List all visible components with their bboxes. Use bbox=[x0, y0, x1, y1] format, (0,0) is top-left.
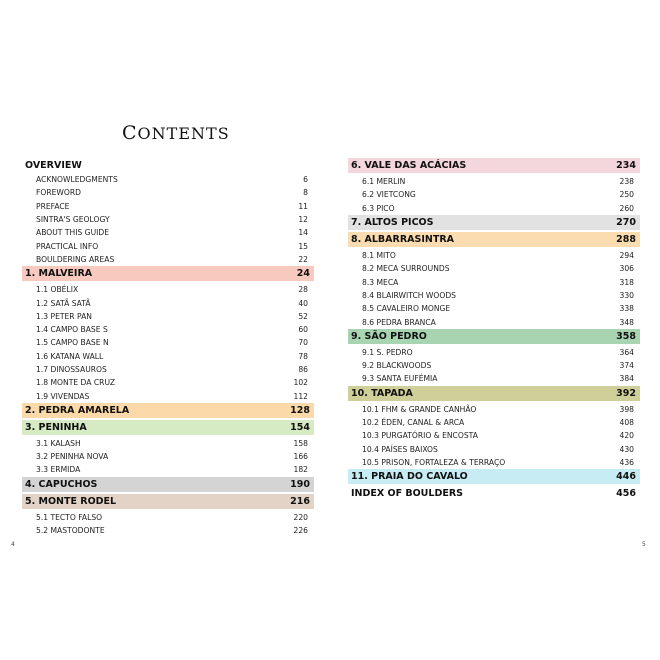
toc-entry-label: 8.4 BLAIRWITCH WOODS bbox=[362, 290, 457, 300]
toc-entry-label: 9.3 SANTA EUFÉMIA bbox=[362, 374, 438, 384]
toc-entry[interactable] bbox=[22, 173, 314, 186]
page-number: 4 bbox=[11, 541, 15, 548]
toc-section[interactable] bbox=[22, 266, 314, 281]
toc-entry-page-number: 238 bbox=[619, 177, 634, 187]
toc-entry[interactable] bbox=[348, 262, 640, 275]
toc-section-label: 6. VALE DAS ACÁCIAS bbox=[351, 160, 467, 171]
right-page bbox=[330, 0, 660, 660]
toc-entry[interactable] bbox=[22, 323, 314, 336]
toc-section[interactable] bbox=[22, 477, 314, 492]
toc-entry-label: 8.3 MECA bbox=[362, 277, 399, 287]
toc-entry-label: 8.5 CAVALEIRO MONGE bbox=[362, 304, 451, 314]
toc-section-label: 11. PRAIA DO CAVALO bbox=[351, 471, 468, 483]
toc-section-page-number: 128 bbox=[290, 404, 310, 416]
toc-entry-label: 5.1 TECTO FALSO bbox=[36, 512, 103, 522]
toc-entry[interactable] bbox=[22, 437, 314, 450]
toc-entry-page-number: 420 bbox=[619, 431, 634, 441]
toc-entry-page-number: 52 bbox=[298, 311, 308, 321]
toc-entry-label: BOULDERING AREAS bbox=[36, 254, 115, 264]
toc-entry-label: 1.8 MONTE DA CRUZ bbox=[36, 378, 116, 388]
toc-entry[interactable] bbox=[348, 315, 640, 328]
toc-section-label: 7. ALTOS PICOS bbox=[351, 216, 434, 228]
toc-entry[interactable] bbox=[22, 463, 314, 476]
toc-section-label: 5. MONTE RODEL bbox=[25, 495, 117, 507]
toc-entry[interactable] bbox=[22, 336, 314, 349]
toc-entry[interactable] bbox=[22, 226, 314, 239]
toc-entry[interactable] bbox=[348, 416, 640, 429]
toc-section-label: INDEX OF BOULDERS bbox=[351, 488, 463, 500]
toc-section[interactable] bbox=[22, 420, 314, 435]
toc-entry-label: 6.3 PICO bbox=[362, 203, 395, 213]
toc-entry-page-number: 15 bbox=[298, 241, 308, 251]
toc-section[interactable] bbox=[348, 158, 640, 173]
toc-entry-label: 10.1 FHM & GRANDE CANHÃO bbox=[362, 404, 477, 414]
toc-entry-label: 10.2 ÉDEN, CANAL & ARCA bbox=[362, 418, 465, 427]
toc-section-label: 1. MALVEIRA bbox=[25, 268, 93, 280]
toc-entry-page-number: 166 bbox=[293, 452, 308, 462]
toc-entry-label: 6.2 VIETCONG bbox=[362, 190, 416, 200]
toc-entry-label: 5.2 MASTODONTE bbox=[36, 526, 105, 536]
toc-entry-page-number: 6 bbox=[303, 175, 308, 185]
toc-entry-page-number: 330 bbox=[619, 290, 634, 300]
toc-section[interactable] bbox=[348, 469, 640, 484]
toc-entry-label: 10.5 PRISON, FORTALEZA & TERRAÇO bbox=[362, 457, 506, 467]
toc-entry-label: 9.2 BLACKWOODS bbox=[362, 361, 432, 371]
toc-section[interactable] bbox=[348, 232, 640, 247]
toc-entry-page-number: 60 bbox=[298, 325, 308, 335]
toc-entry-page-number: 250 bbox=[619, 190, 634, 200]
toc-section-label: OVERVIEW bbox=[25, 160, 82, 171]
toc-section[interactable] bbox=[348, 329, 640, 344]
toc-entry[interactable] bbox=[22, 350, 314, 363]
toc-entry-label: 3.2 PENINHA NOVA bbox=[36, 452, 109, 462]
toc-section-label: 3. PENINHA bbox=[25, 421, 87, 433]
toc-entry-label: 9.1 S. PEDRO bbox=[362, 347, 413, 357]
toc-entry[interactable] bbox=[22, 283, 314, 296]
toc-entry-label: 3.3 ERMIDA bbox=[36, 465, 81, 475]
toc-section-label: 8. ALBARRASINTRA bbox=[351, 233, 454, 245]
toc-entry-label: 8.2 MECA SURROUNDS bbox=[362, 264, 450, 274]
toc-entry-label: 1.6 KATANA WALL bbox=[36, 351, 104, 361]
toc-entry-page-number: 12 bbox=[298, 215, 308, 225]
toc-section-page-number: 358 bbox=[616, 330, 636, 342]
toc-entry-page-number: 70 bbox=[298, 338, 308, 348]
toc-entry-label: 1.3 PETER PAN bbox=[36, 311, 92, 321]
toc-entry-page-number: 8 bbox=[303, 188, 308, 198]
toc-entry-page-number: 430 bbox=[619, 444, 634, 454]
toc-entry-page-number: 78 bbox=[298, 351, 308, 361]
toc-entry[interactable] bbox=[22, 239, 314, 252]
toc-section-page-number: 190 bbox=[290, 478, 310, 490]
toc-entry-label: 8.6 PEDRA BRANCA bbox=[362, 317, 436, 327]
toc-entry[interactable] bbox=[348, 275, 640, 288]
toc-section[interactable] bbox=[22, 403, 314, 418]
toc-section-label: 2. PEDRA AMARELA bbox=[25, 404, 130, 416]
page-number: 5 bbox=[642, 541, 646, 548]
toc-entry-page-number: 398 bbox=[619, 404, 634, 414]
toc-entry-label: 10.3 PURGATÓRIO & ENCOSTA bbox=[362, 431, 478, 441]
toc-entry-page-number: 408 bbox=[619, 418, 634, 427]
toc-section-page-number: 288 bbox=[616, 233, 636, 245]
toc-entry[interactable] bbox=[22, 524, 314, 537]
toc-entry[interactable] bbox=[22, 296, 314, 309]
toc-entry-label: FOREWORD bbox=[36, 188, 82, 198]
toc-entry[interactable] bbox=[348, 346, 640, 359]
toc-entry-label: ACKNOWLEDGMENTS bbox=[36, 175, 118, 185]
toc-section-label: 4. CAPUCHOS bbox=[25, 478, 98, 490]
toc-entry[interactable] bbox=[22, 389, 314, 402]
toc-entry[interactable] bbox=[22, 376, 314, 389]
toc-section-label: 10. TAPADA bbox=[351, 387, 413, 399]
toc-entry-label: 10.4 PAÍSES BAIXOS bbox=[362, 444, 438, 454]
toc-entry-page-number: 318 bbox=[619, 277, 634, 287]
toc-entry[interactable] bbox=[348, 302, 640, 315]
toc-entry-page-number: 28 bbox=[298, 285, 308, 295]
toc-section-page-number: 234 bbox=[616, 160, 636, 171]
toc-entry[interactable] bbox=[22, 186, 314, 199]
toc-entry[interactable] bbox=[22, 310, 314, 323]
toc-entry-label: 1.5 CAMPO BASE N bbox=[36, 338, 109, 348]
toc-entry-page-number: 260 bbox=[619, 203, 634, 213]
page-title: CONTENTS bbox=[122, 122, 230, 144]
toc-entry-page-number: 364 bbox=[619, 347, 634, 357]
toc-entry[interactable] bbox=[22, 511, 314, 524]
toc-section-page-number: 154 bbox=[290, 421, 310, 433]
toc-entry-label: 1.7 DINOSSAUROS bbox=[36, 365, 107, 374]
toc-entry-label: 8.1 MITO bbox=[362, 251, 396, 261]
toc-section-label: 9. SÃO PEDRO bbox=[351, 330, 427, 342]
toc-entry-page-number: 220 bbox=[293, 512, 308, 522]
toc-entry-page-number: 11 bbox=[298, 201, 308, 211]
toc-entry-page-number: 338 bbox=[619, 304, 634, 314]
toc-entry[interactable] bbox=[348, 372, 640, 385]
toc-entry-page-number: 14 bbox=[298, 228, 308, 238]
toc-section-page-number: 446 bbox=[616, 471, 636, 483]
toc-entry-label: PRACTICAL INFO bbox=[36, 241, 99, 251]
toc-entry-page-number: 102 bbox=[293, 378, 308, 388]
toc-entry-label: PREFACE bbox=[36, 201, 70, 211]
toc-entry[interactable] bbox=[22, 363, 314, 376]
toc-entry[interactable] bbox=[348, 442, 640, 455]
toc-section-overview[interactable] bbox=[22, 158, 314, 173]
toc-section[interactable] bbox=[348, 386, 640, 401]
toc-entry-label: 1.2 SATÃ SATÃ bbox=[36, 298, 91, 308]
toc-section[interactable] bbox=[348, 215, 640, 230]
toc-entry-label: 3.1 KALASH bbox=[36, 438, 81, 448]
toc-left bbox=[22, 158, 314, 537]
toc-section-page-number: 392 bbox=[616, 387, 636, 399]
toc-entry[interactable] bbox=[348, 175, 640, 188]
toc-section[interactable] bbox=[348, 486, 640, 501]
toc-entry-page-number: 436 bbox=[619, 457, 634, 467]
toc-entry[interactable] bbox=[22, 213, 314, 226]
toc-entry-page-number: 294 bbox=[619, 251, 634, 261]
toc-entry-page-number: 384 bbox=[619, 374, 634, 384]
toc-entry-label: SINTRA'S GEOLOGY bbox=[36, 215, 110, 225]
toc-entry[interactable] bbox=[348, 249, 640, 262]
toc-entry-page-number: 22 bbox=[298, 254, 308, 264]
toc-entry-page-number: 306 bbox=[619, 264, 634, 274]
toc-entry[interactable] bbox=[22, 450, 314, 463]
toc-section[interactable] bbox=[22, 494, 314, 509]
toc-section-page-number: 270 bbox=[616, 216, 636, 228]
toc-entry[interactable] bbox=[348, 403, 640, 416]
toc-entry-label: 1.1 OBÉLIX bbox=[36, 285, 79, 295]
toc-section-page-number: 216 bbox=[290, 495, 310, 507]
toc-entry-label: ABOUT THIS GUIDE bbox=[36, 228, 110, 238]
toc-section-page-number: 456 bbox=[616, 488, 636, 500]
toc-entry[interactable] bbox=[348, 202, 640, 215]
toc-entry[interactable] bbox=[348, 359, 640, 372]
toc-entry[interactable] bbox=[348, 429, 640, 442]
toc-entry[interactable] bbox=[348, 188, 640, 201]
toc-entry-page-number: 182 bbox=[293, 465, 308, 475]
toc-entry-label: 1.4 CAMPO BASE S bbox=[36, 325, 108, 335]
toc-entry[interactable] bbox=[348, 289, 640, 302]
toc-entry[interactable] bbox=[22, 253, 314, 266]
toc-right bbox=[348, 158, 640, 501]
toc-entry-page-number: 86 bbox=[298, 365, 308, 374]
toc-entry[interactable] bbox=[348, 456, 640, 469]
toc-entry-page-number: 226 bbox=[293, 526, 308, 536]
toc-entry-label: 1.9 VIVENDAS bbox=[36, 391, 90, 401]
toc-entry-label: 6.1 MERLIN bbox=[362, 177, 406, 187]
toc-entry[interactable] bbox=[22, 200, 314, 213]
toc-entry-page-number: 40 bbox=[298, 298, 308, 308]
toc-entry-page-number: 112 bbox=[293, 391, 308, 401]
toc-entry-page-number: 374 bbox=[619, 361, 634, 371]
toc-entry-page-number: 348 bbox=[619, 317, 634, 327]
toc-section-page-number: 24 bbox=[296, 268, 310, 280]
toc-entry-page-number: 158 bbox=[293, 438, 308, 448]
